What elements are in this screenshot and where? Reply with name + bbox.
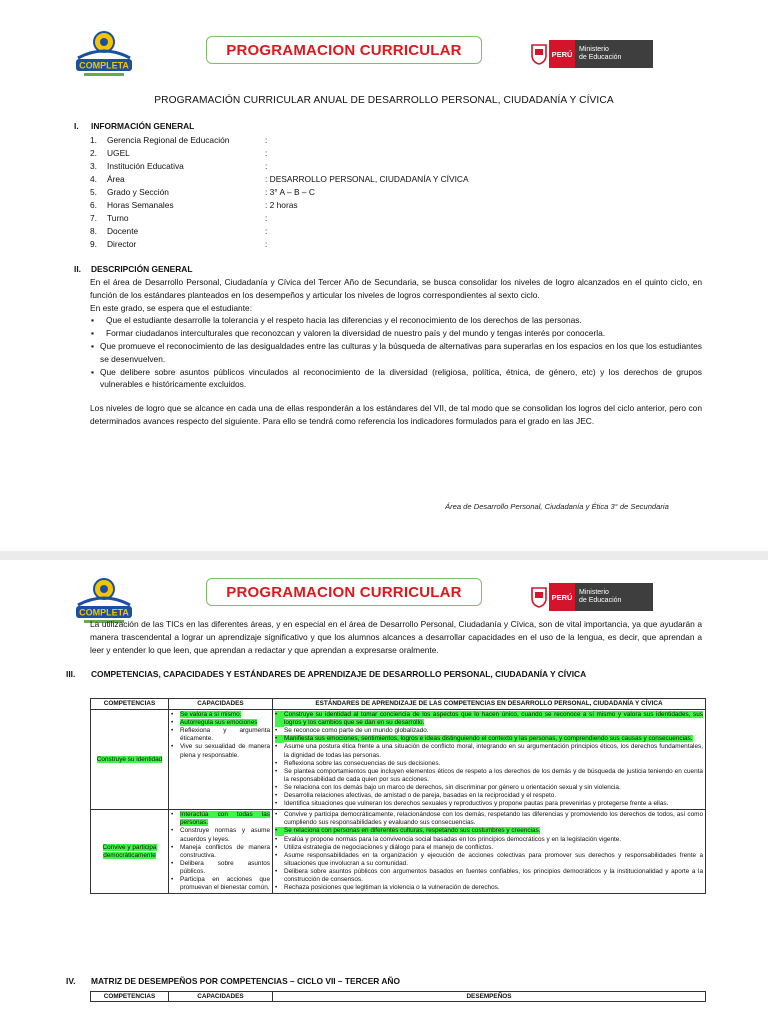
performance-matrix-table bbox=[90, 991, 706, 1002]
table-row bbox=[91, 710, 706, 810]
table-header-row bbox=[91, 699, 706, 710]
description-paragraph: En el área de Desarrollo Personal, Ciudadanía y Cívica del Tercer Año de Secundaria, se busca consolidar los niveles de logro alcanzados en el quinto ciclo, en función de los estándares planteados en los desempeños y articular los niveles de logros correspondientes al sexto ciclo. bbox=[90, 277, 702, 300]
capacity-item: • Maneja conflictos de manera constructiva. bbox=[171, 843, 270, 859]
standard-item: • Asume responsabilidades en la organización y ejecución de acciones colectivas para promover sus derechos y responsabilidades frente a situaciones que involucran a su comunidad. bbox=[275, 851, 703, 867]
list-item: ▪ Que el estudiante desarrolle la tolerancia y el respeto hacia las diferencias y el reconocimiento de los derechos de las personas. bbox=[91, 315, 582, 326]
capacities-cell bbox=[169, 810, 273, 894]
capacity-item: • Participa en acciones que promuevan el bienestar común. bbox=[171, 875, 270, 892]
info-row: 8. Docente : bbox=[90, 226, 268, 236]
capacity-item: • Autorregula sus emociones bbox=[171, 719, 258, 727]
peru-seal-icon bbox=[529, 583, 549, 611]
description-block bbox=[90, 276, 702, 391]
svg-text:COMPLETA: COMPLETA bbox=[79, 60, 129, 71]
standard-item: • Se relaciona con los demás bajo un marco de derechos, sin discriminar por género u orientación sexual y sin violencia. bbox=[275, 783, 621, 791]
column-header: DESEMPEÑOS bbox=[273, 992, 706, 1002]
svg-text:COMPLETA: COMPLETA bbox=[79, 607, 129, 618]
list-item: ▪ Que delibere sobre asuntos públicos vinculados al reconocimiento de la diversidad (religiosa, política, étnica, de género, etc) y los derechos de grupos vulnerables e históricamente excluidos. bbox=[91, 366, 702, 390]
title-banner bbox=[206, 578, 482, 606]
page-header bbox=[0, 560, 768, 620]
competency-cell: Construye su identidad bbox=[91, 710, 169, 810]
list-item: ▪ Que promueve el reconocimiento de las desigualdades entre las culturas y la búsqueda de alternativas para superarlas en los espacios en los que los estudiantes se desenvuelven. bbox=[91, 340, 702, 364]
standard-item: • Se relaciona con personas en diferentes culturas, respetando sus costumbres y creencias. bbox=[275, 827, 541, 835]
info-row: 7. Turno : bbox=[90, 213, 268, 223]
minedu-peru-label: PERÚ bbox=[549, 40, 575, 68]
document-page-2 bbox=[0, 560, 768, 1024]
info-row: 6. Horas Semanales : 2 horas bbox=[90, 200, 298, 210]
standard-item: • Construye su identidad al tomar conciencia de los aspectos que lo hacen único, cuando se reconoce a sí mismo y valora sus identidades, sus logros y los cambios que se dan en su desarrollo. bbox=[275, 711, 703, 727]
footer-signature: Área de Desarrollo Personal, Ciudadanía y Ética 3° de Secundaria bbox=[445, 502, 669, 511]
banner-title: PROGRAMACION CURRICULAR bbox=[226, 583, 462, 601]
capacity-item: • Construye normas y asume acuerdos y leyes. bbox=[171, 827, 270, 843]
column-header: COMPETENCIAS bbox=[91, 992, 169, 1002]
section-heading-matrix: IV. MATRIZ DE DESEMPEÑOS POR COMPETENCIAS – CICLO VII – TERCER AÑO bbox=[66, 976, 400, 986]
minedu-logo bbox=[529, 583, 653, 611]
section-heading-competencies: III. COMPETENCIAS, CAPACIDADES Y ESTÁNDARES DE APRENDIZAJE DE DESARROLLO PERSONAL, CIUDADANÍA Y CÍVICA bbox=[66, 669, 587, 679]
document-title: PROGRAMACIÓN CURRICULAR ANUAL DE DESARROLLO PERSONAL, CIUDADANÍA Y CÍVICA bbox=[154, 95, 614, 106]
standard-item: • Convive y participa democráticamente, relacionándose con los demás, respetando las diferencias y promoviendo los derechos de todos, así como cumpliendo sus responsabilidades y evaluando sus consecuencias. bbox=[275, 811, 703, 827]
capacity-item: • Reflexiona y argumenta éticamente. bbox=[171, 727, 270, 743]
info-row: 9. Director : bbox=[90, 239, 268, 249]
standard-item: • Asume una postura ética frente a una situación de conflicto moral, integrando en su argumentación principios éticos, los derechos fundamentales, la dignidad de todas las personas. bbox=[275, 743, 703, 759]
capacities-cell bbox=[169, 710, 273, 810]
info-row: 4. Área : DESARROLLO PERSONAL, CIUDADANÍA Y CÍVICA bbox=[90, 174, 469, 184]
banner-title: PROGRAMACION CURRICULAR bbox=[226, 41, 462, 59]
list-item: ▪ Formar ciudadanos interculturales que reconozcan y valoren la diversidad de nuestro país y del mundo y tengas interés por conocerla. bbox=[91, 328, 606, 339]
column-header: CAPACIDADES bbox=[169, 699, 273, 710]
standard-item: • Se reconoce como parte de un mundo globalizado. bbox=[275, 727, 429, 735]
minedu-peru-label: PERÚ bbox=[549, 583, 575, 611]
description-bullets-square bbox=[90, 340, 702, 391]
standard-item: • Evalúa y propone normas para la convivencia social basadas en los principios democráticos y en la legislación vigente. bbox=[275, 835, 622, 843]
info-row: 2. UGEL : bbox=[90, 148, 268, 158]
competencies-table bbox=[90, 698, 706, 894]
capacity-item: • Delibera sobre asuntos públicos. bbox=[171, 859, 270, 875]
table-header-row bbox=[91, 992, 706, 1002]
capacity-item: • Vive su sexualidad de manera plena y responsable. bbox=[171, 743, 270, 759]
minedu-label: Ministerio de Educación bbox=[575, 40, 653, 68]
description-bullets bbox=[90, 314, 702, 340]
standard-item: • Se plantea comportamientos que incluyen elementos éticos de respeto a los derechos de los demás y de búsqueda de justicia teniendo en cuenta la responsabilidad de cada quien por sus acciones. bbox=[275, 767, 703, 783]
standard-item: • Reflexiona sobre las consecuencias de sus decisiones. bbox=[275, 759, 441, 767]
capacity-item: • Se valora a sí mismo. bbox=[171, 711, 242, 719]
section-heading-description: II. DESCRIPCIÓN GENERAL bbox=[74, 264, 193, 274]
standard-item: • Identifica situaciones que vulneran los derechos sexuales y reproductivos y propone pautas para prevenirlas y protegerse frente a ellas. bbox=[275, 800, 669, 808]
page-separator bbox=[0, 551, 768, 560]
info-row: 3. Institución Educativa : bbox=[90, 161, 268, 171]
title-banner bbox=[206, 36, 482, 64]
table-row bbox=[91, 810, 706, 894]
standard-item: • Desarrolla relaciones afectivas, de amistad o de pareja, basadas en la reciprocidad y el respeto. bbox=[275, 792, 557, 800]
info-row: 1. Gerencia Regional de Educación : bbox=[90, 135, 268, 145]
standards-cell bbox=[273, 810, 706, 894]
standard-item: • Manifiesta sus emociones, sentimientos, logros e ideas distinguiendo el contexto y las personas, y comprendiendo sus causas y consecuencias. bbox=[275, 735, 693, 743]
description-lead: En este grado, se espera que el estudiante: bbox=[90, 302, 253, 313]
standard-item: • Rechaza posiciones que legitiman la violencia o la vulneración de derechos. bbox=[275, 884, 500, 892]
capacity-item: • Interactúa con todas las personas. bbox=[171, 811, 270, 827]
standard-item: • Utiliza estrategia de negociaciones y diálogo para el manejo de conflictos. bbox=[275, 843, 494, 851]
minedu-logo bbox=[529, 40, 653, 68]
standards-cell bbox=[273, 710, 706, 810]
competency-cell: Convive y participa democráticamente bbox=[91, 810, 169, 894]
page-header bbox=[0, 0, 768, 90]
column-header: CAPACIDADES bbox=[169, 992, 273, 1002]
peru-seal-icon bbox=[529, 40, 549, 68]
general-info-list bbox=[90, 134, 469, 251]
info-row: 5. Grado y Sección : 3° A – B – C bbox=[90, 187, 315, 197]
standard-item: • Delibera sobre asuntos públicos con argumentos basados en fuentes confiables, los principios democráticos y la institucionalidad y aporte a la construcción de consensos. bbox=[275, 867, 703, 883]
section-heading-info: I. INFORMACIÓN GENERAL bbox=[74, 121, 195, 131]
intro-paragraph: La utilización de las TICs en las diferentes áreas, y en especial en el área de Desarrollo Personal, Ciudadanía y Cívica, son de vital importancia, ya que ayudarán a manera trascendental a lograr un aprendizaje significativo y que los alumnos alcances a desarrollar capacidades en el uso de la lengua, es decir, que aprendan a leer y entender lo que leen, que aprendan a redactar y que aprendan a expresarse oralmente. bbox=[90, 619, 702, 655]
column-header: ESTÁNDARES DE APRENDIZAJE DE LAS COMPETENCIAS EN DESARROLLO PERSONAL, CIUDADANÍA Y CÍVICA bbox=[273, 699, 706, 710]
school-logo bbox=[72, 28, 136, 80]
minedu-label: Ministerio de Educación bbox=[575, 583, 653, 611]
column-header: COMPETENCIAS bbox=[91, 699, 169, 710]
closing-paragraph: Los niveles de logro que se alcance en cada una de ellas responderán a los estándares del VII, de tal modo que se consolidan los logros del ciclo anterior, pero con determinados avances respecto del siguiente. Para ello se tendrá como referencia los indicadores formulados para el grado en las JEC. bbox=[90, 403, 702, 426]
